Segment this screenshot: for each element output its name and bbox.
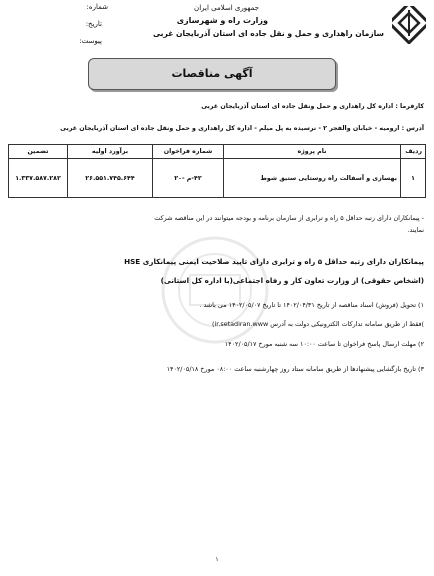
note-eligibility-line1: - پیمانکاران دارای رتبه حداقل ۵ راه و ترابری از سازمان برنامه و بودجه میتوانند در این مناقصه شرکت xyxy=(154,214,424,222)
note-item1-line1: ۱) تحویل (فروش) اسناد مناقصه از تاریخ ۱۴۰۲/۰۴/۳۱ تا تاریخ ۱۴۰۲/۰۵/۰۷ می باشد . xyxy=(199,301,424,309)
header-radif: ردیف xyxy=(401,145,426,159)
header-organization: سازمان راهداری و حمل و نقل جاده ای استان آذربایجان غربی xyxy=(152,29,384,38)
note-item3: ۳) تاریخ بازگشایی پیشنهادها از طریق سامانه ستاد روز چهارشنبه ساعت ۰۸:۰۰ مورخ ۱۴۰۲/۰۵/۱۸ xyxy=(166,365,424,373)
cell-call-no: ۴۲-م -۲۰ xyxy=(153,159,224,198)
header-country: جمهوری اسلامی ایران xyxy=(194,4,259,12)
page-title: آگهی مناقصات xyxy=(171,67,253,80)
page-number: ۱ xyxy=(215,556,219,563)
tender-table xyxy=(8,144,426,198)
number-label: شماره: xyxy=(86,3,108,11)
cell-estimate: ۲۶.۵۵۱.۷۴۵.۶۴۴ xyxy=(68,159,153,198)
employer-line: کارفرما : اداره کل راهداری و حمل ونقل جاده ای استان آذربایجان غربی xyxy=(201,103,424,110)
note-item1-line2: )فقط از طریق سامانه تدارکات الکترونیکی دولت به آدرس ir.setadiran.www) xyxy=(212,320,424,328)
date-label: تاریخ: xyxy=(85,20,102,28)
header-call-no: شماره فراخوان xyxy=(153,145,224,159)
header-ministry: وزارت راه و شهرسازی xyxy=(176,16,268,25)
note-item2: ۲) مهلت ارسال پاسخ فراخوان تا ساعت ۱۰:۰۰ سه شنبه مورخ ۱۴۰۲/۰۵/۱۷ xyxy=(224,340,424,348)
note-hse-line1: پیمانکاران دارای رتبه حداقل ۵ راه و ترابری دارای تایید صلاحیت ایمنی پیمانکاری HSE xyxy=(124,257,424,266)
attachment-label: پیوست: xyxy=(79,37,102,45)
address-line: آدرس : ارومیه - خیابان والفجر ۲ - نرسیده به پل میلم - اداره کل راهداری و حمل ونقل جاده ای استان آذربایجان غربی xyxy=(60,125,424,132)
header-project: نام پروژه xyxy=(224,145,401,159)
cell-project: بهسازی و آسفالت راه روستایی ستیق شوط xyxy=(224,159,401,198)
note-eligibility-line2: نمایند. xyxy=(407,226,424,234)
ministry-logo xyxy=(392,6,426,44)
table-header-row xyxy=(9,145,426,159)
cell-radif: ۱ xyxy=(401,159,426,198)
header-guarantee: تضمین xyxy=(9,145,68,159)
note-hse-line2: (اشخاص حقوقی) از وزارت تعاون کار و رفاه اجتماعی(با اداره کل استانی) xyxy=(160,276,424,285)
cell-guarantee: ۱.۳۳۷.۵۸۷.۲۸۲ xyxy=(9,159,68,198)
title-box xyxy=(88,58,336,90)
watermark-seal xyxy=(150,230,280,350)
header-estimate: برآورد اولیه xyxy=(68,145,153,159)
table-row xyxy=(9,159,426,198)
